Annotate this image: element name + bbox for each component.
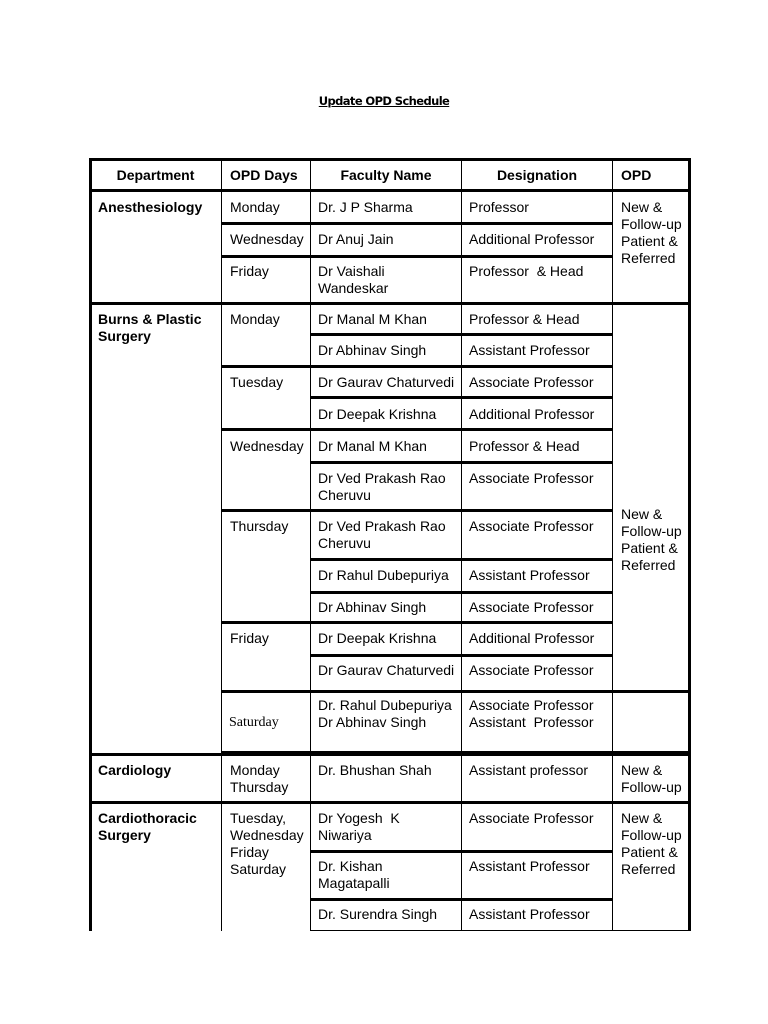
- opd-type-empty-cell: [612, 690, 691, 754]
- faculty-name: Dr Deepak Krishna: [318, 630, 437, 646]
- faculty-name: Dr Gaurav Chaturvedi: [318, 374, 455, 390]
- opd-day: Tuesday: [230, 374, 284, 390]
- faculty-name: Dr Deepak Krishna: [318, 406, 437, 422]
- opd-type: New & Follow-up: [621, 762, 682, 795]
- designation: Additional Professor: [469, 406, 595, 422]
- designation: Assistant Professor: [469, 858, 590, 874]
- designation: Assistant Professor: [469, 906, 590, 922]
- department-name: Cardiology: [98, 762, 172, 778]
- opd-day: Wednesday: [230, 438, 304, 454]
- faculty-name: Dr Ved Prakash Rao Cheruvu: [318, 518, 446, 551]
- faculty-name: Dr Rahul Dubepuriya: [318, 567, 449, 583]
- opd-type-cell: [612, 302, 691, 691]
- designation: Associate Professor: [469, 374, 594, 390]
- opd-day: Saturday: [229, 715, 279, 730]
- opd-day: Tuesday, Wednesday Friday Saturday: [230, 810, 304, 877]
- designation: Associate Professor: [469, 470, 594, 486]
- designation: Associate Professor Assistant Professor: [469, 697, 597, 730]
- designation: Professor: [469, 199, 529, 215]
- opd-type: New & Follow-up Patient & Referred: [621, 506, 682, 573]
- department-cell: [89, 302, 222, 754]
- department-name: Anesthesiology: [98, 199, 203, 215]
- designation: Professor & Head: [469, 263, 584, 279]
- designation: Associate Professor: [469, 810, 594, 826]
- designation: Associate Professor: [469, 518, 594, 534]
- faculty-name: Dr Abhinav Singh: [318, 342, 427, 358]
- opd-day: Monday: [230, 311, 280, 327]
- faculty-name: Dr Gaurav Chaturvedi: [318, 662, 455, 678]
- faculty-name: Dr Vaishali Wandeskar: [318, 263, 389, 296]
- faculty-name: Dr. Bhushan Shah: [318, 762, 432, 778]
- header-designation: Designation: [496, 167, 578, 183]
- faculty-name: Dr. J P Sharma: [318, 199, 413, 215]
- faculty-name: Dr. Surendra Singh: [318, 906, 438, 922]
- opd-day: Friday: [230, 630, 269, 646]
- designation: Associate Professor: [469, 662, 594, 678]
- header-department: Department: [116, 167, 195, 183]
- opd-type: New & Follow-up Patient & Referred: [621, 199, 682, 266]
- designation: Professor & Head: [469, 311, 580, 327]
- header-opd: OPD: [621, 167, 652, 183]
- designation: Assistant Professor: [469, 342, 590, 358]
- designation: Associate Professor: [469, 599, 594, 615]
- faculty-name: Dr. Rahul Dubepuriya Dr Abhinav Singh: [318, 697, 452, 730]
- department-name: Cardiothoracic Surgery: [98, 810, 197, 843]
- header-opd-days: OPD Days: [230, 167, 298, 183]
- designation: Professor & Head: [469, 438, 580, 454]
- opd-day: Monday: [230, 199, 280, 215]
- faculty-name: Dr Manal M Khan: [318, 438, 427, 454]
- opd-type: New & Follow-up Patient & Referred: [621, 810, 682, 877]
- designation: Assistant professor: [469, 762, 589, 778]
- opd-day: Wednesday: [230, 231, 304, 247]
- opd-day: Thursday: [230, 518, 289, 534]
- designation: Additional Professor: [469, 231, 595, 247]
- faculty-name: Dr Manal M Khan: [318, 311, 427, 327]
- header-faculty-name: Faculty Name: [340, 167, 432, 183]
- opd-day: Friday: [230, 263, 269, 279]
- faculty-name: Dr Abhinav Singh: [318, 599, 427, 615]
- faculty-name: Dr Yogesh K Niwariya: [318, 810, 404, 843]
- designation: Assistant Professor: [469, 567, 590, 583]
- designation: Additional Professor: [469, 630, 595, 646]
- department-name: Burns & Plastic Surgery: [98, 311, 202, 344]
- opd-day: Monday Thursday: [230, 762, 289, 795]
- faculty-name: Dr Anuj Jain: [318, 231, 394, 247]
- faculty-name: Dr. Kishan Magatapalli: [318, 858, 390, 891]
- faculty-name: Dr Ved Prakash Rao Cheruvu: [318, 470, 446, 503]
- document-title: Update OPD Schedule: [318, 94, 450, 108]
